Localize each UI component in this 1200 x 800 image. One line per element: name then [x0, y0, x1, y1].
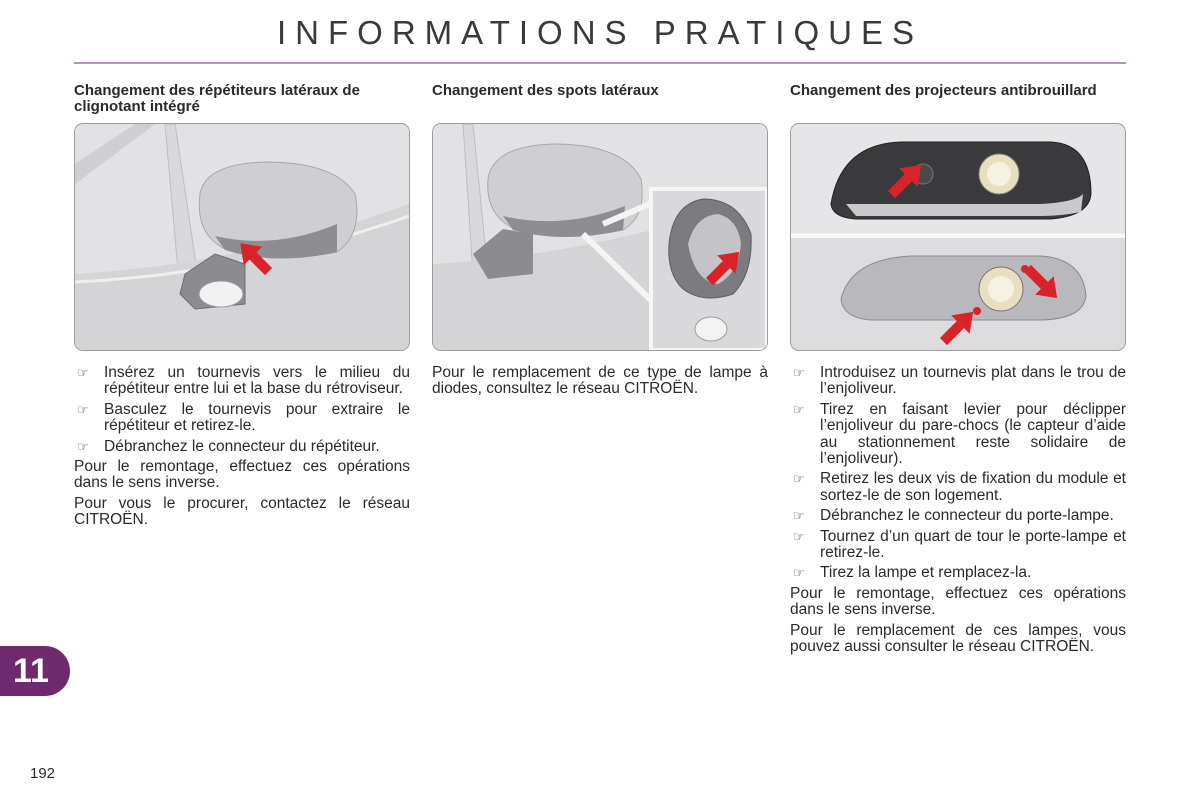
list-item: ☞ Tirez en faisant levier pour déclipper l’enjoliveur du pare-chocs (le capteur d’aide au stationnement reste solidaire de l’enjoliveur).	[793, 400, 1126, 468]
pointing-hand-icon: ☞	[793, 365, 805, 380]
list-item: ☞ Tirez la lampe et remplacez-la.	[793, 564, 1032, 582]
pointing-hand-icon: ☞	[793, 528, 805, 544]
pointing-hand-icon: ☞	[793, 565, 805, 581]
chapter-tab: 11	[0, 646, 70, 696]
pointing-hand-icon: ☞	[77, 401, 89, 417]
page-title: INFORMATIONS PRATIQUES	[277, 14, 923, 51]
fog-lamp-illustration	[790, 123, 1126, 351]
list-item: ☞ Débranchez le connecteur du répétiteur.	[77, 437, 380, 455]
paragraph: Pour vous le procurer, contactez le réseau CITROËN.	[74, 494, 410, 529]
mirror-repeater-illustration	[74, 123, 410, 351]
section-fog-lamps	[790, 83, 1126, 660]
section-side-repeaters	[74, 83, 410, 533]
list-item: ☞ Insérez un tournevis vers le milieu du répétiteur entre lui et la base du rétroviseur.	[77, 364, 410, 398]
section-heading: Changement des spots latéraux	[432, 82, 659, 99]
list-item: ☞ Basculez le tournevis pour extraire le répétiteur et retirez-le.	[77, 400, 410, 435]
section-heading: Changement des répétiteurs latéraux de clignotant intégré	[74, 82, 360, 115]
pointing-hand-icon: ☞	[793, 508, 805, 524]
list-item: ☞ Tournez d’un quart de tour le porte-lampe et retirez-le.	[793, 527, 1126, 562]
pointing-hand-icon: ☞	[77, 438, 89, 454]
list-item: ☞ Retirez les deux vis de fixation du module et sortez-le de son logement.	[793, 470, 1126, 504]
list-item: ☞ Débranchez le connecteur du porte-lampe.	[793, 507, 1114, 525]
list-item: ☞ Introduisez un tournevis plat dans le trou de l’enjoliveur.	[793, 364, 1126, 398]
paragraph: Pour le remplacement de ces lampes, vous pouvez aussi consulter le réseau CITROËN.	[790, 621, 1126, 656]
pointing-hand-icon: ☞	[793, 471, 805, 487]
header-divider	[74, 62, 1126, 64]
paragraph: Pour le remontage, effectuez ces opérations dans le sens inverse.	[790, 584, 1126, 619]
side-spot-illustration	[432, 123, 768, 351]
pointing-hand-icon: ☞	[793, 401, 805, 417]
page-number: 192	[30, 765, 56, 782]
paragraph: Pour le remontage, effectuez ces opérations dans le sens inverse.	[74, 458, 410, 492]
section-side-spots	[432, 83, 768, 402]
section-heading: Changement des projecteurs antibrouillard	[790, 82, 1097, 99]
pointing-hand-icon: ☞	[77, 365, 89, 380]
paragraph: Pour le remplacement de ce type de lampe à diodes, consultez le réseau CITROËN.	[432, 364, 768, 398]
